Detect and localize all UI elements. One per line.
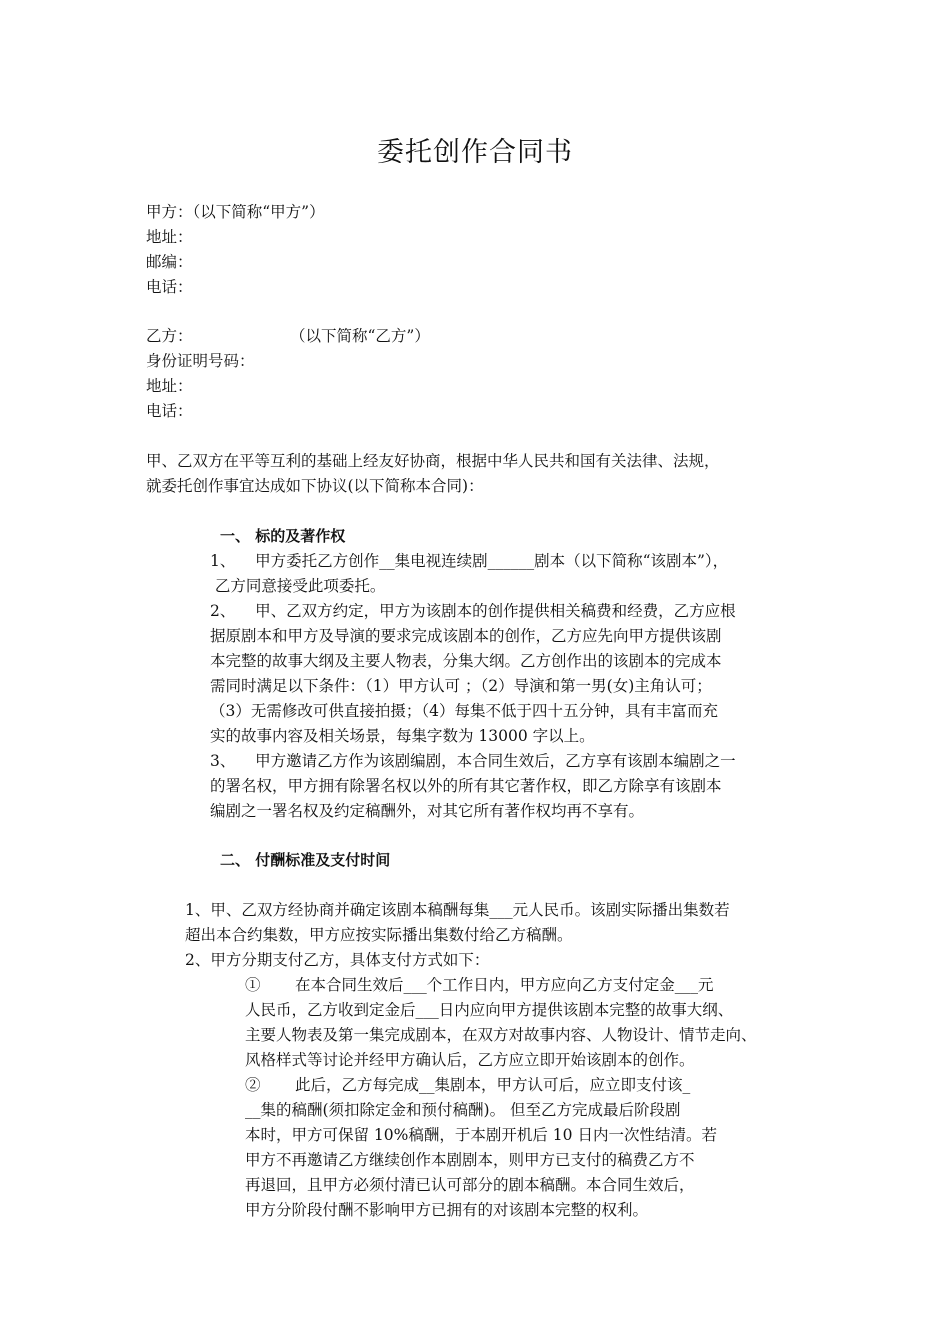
party-b-label: 乙方： xyxy=(146,327,193,345)
section-2-subline: 主要人物表及第一集完成剧本，在双方对故事内容、人物设计、情节走向、 xyxy=(245,1026,757,1044)
section-heading-2: 二、 付酬标准及支付时间 xyxy=(220,851,391,869)
section-2-subline: 人民币，乙方收到定金后___日内应向甲方提供该剧本完整的故事大纲、 xyxy=(245,1001,734,1019)
section-2-line: 1、甲、乙双方经协商并确定该剧本稿酬每集___元人民币。该剧实际播出集数若 xyxy=(185,901,730,919)
party-b-phone: 电话： xyxy=(146,402,193,420)
section-1-line: 本完整的故事大纲及主要人物表，分集大纲。乙方创作出的该剧本的完成本 xyxy=(210,652,722,670)
document-title: 委托创作合同书 xyxy=(377,137,573,168)
preamble-line: 甲、乙双方在平等互利的基础上经友好协商，根据中华人民共和国有关法律、法规， xyxy=(146,452,720,470)
section-1-line: 据原剧本和甲方及导演的要求完成该剧本的创作，乙方应先向甲方提供该剧 xyxy=(210,627,722,645)
party-a-line: 甲方：（以下简称“甲方”） xyxy=(146,203,325,221)
section-2-subline: ① 在本合同生效后___个工作日内，甲方应向乙方支付定金___元 xyxy=(245,976,714,994)
section-2-subline: ② 此后，乙方每完成__集剧本，甲方认可后，应立即支付该_ xyxy=(245,1076,691,1094)
section-2-subline: 再退回，且甲方必须付清已认可部分的剧本稿酬。本合同生效后， xyxy=(245,1176,695,1194)
party-b-alias: （以下简称“乙方”） xyxy=(290,327,430,345)
section-2-line: 超出本合约集数，甲方应按实际播出集数付给乙方稿酬。 xyxy=(185,926,573,944)
party-a-phone: 电话： xyxy=(146,278,193,296)
section-heading-1: 一、 标的及著作权 xyxy=(220,527,346,545)
section-1-line: 3、 甲方邀请乙方作为该剧编剧，本合同生效后，乙方享有该剧本编剧之一 xyxy=(210,752,736,770)
section-1-line: 1、 甲方委托乙方创作__集电视连续剧______剧本（以下简称“该剧本”）， xyxy=(210,552,729,570)
section-1-line: 实的故事内容及相关场景，每集字数为 13000 字以上。 xyxy=(210,727,595,745)
section-1-line: 编剧之一署名权及约定稿酬外，对其它所有著作权均再不享有。 xyxy=(210,802,645,820)
section-1-line: （3）无需修改可供直接拍摄；（4）每集不低于四十五分钟，具有丰富而充 xyxy=(210,702,718,720)
section-2-subline: __集的稿酬(须扣除定金和预付稿酬)。 但至乙方完成最后阶段剧 xyxy=(245,1101,681,1119)
section-2-line: 2、甲方分期支付乙方，具体支付方式如下： xyxy=(185,951,490,969)
party-b-address: 地址： xyxy=(146,377,193,395)
section-2-subline: 风格样式等讨论并经甲方确认后，乙方应立即开始该剧本的创作。 xyxy=(245,1051,695,1069)
section-2-subline: 甲方不再邀请乙方继续创作本剧剧本，则甲方已支付的稿费乙方不 xyxy=(245,1151,695,1169)
preamble-line: 就委托创作事宜达成如下协议(以下简称本合同)： xyxy=(146,477,484,495)
section-1-line: 乙方同意接受此项委托。 xyxy=(210,577,386,595)
party-a-postcode: 邮编： xyxy=(146,253,193,271)
section-1-line: 需同时满足以下条件：（1）甲方认可 ；（2）导演和第一男(女)主角认可； xyxy=(210,677,712,695)
section-1-line: 2、 甲、乙双方约定，甲方为该剧本的创作提供相关稿费和经费，乙方应根 xyxy=(210,602,736,620)
section-2-subline: 甲方分阶段付酬不影响甲方已拥有的对该剧本完整的权利。 xyxy=(245,1201,649,1219)
party-a-address: 地址： xyxy=(146,228,193,246)
section-1-line: 的署名权，甲方拥有除署名权以外的所有其它著作权，即乙方除享有该剧本 xyxy=(210,777,722,795)
section-2-subline: 本时，甲方可保留 10%稿酬，于本剧开机后 10 日内一次性结清。若 xyxy=(245,1126,717,1144)
party-b-id-number: 身份证明号码： xyxy=(146,352,255,370)
